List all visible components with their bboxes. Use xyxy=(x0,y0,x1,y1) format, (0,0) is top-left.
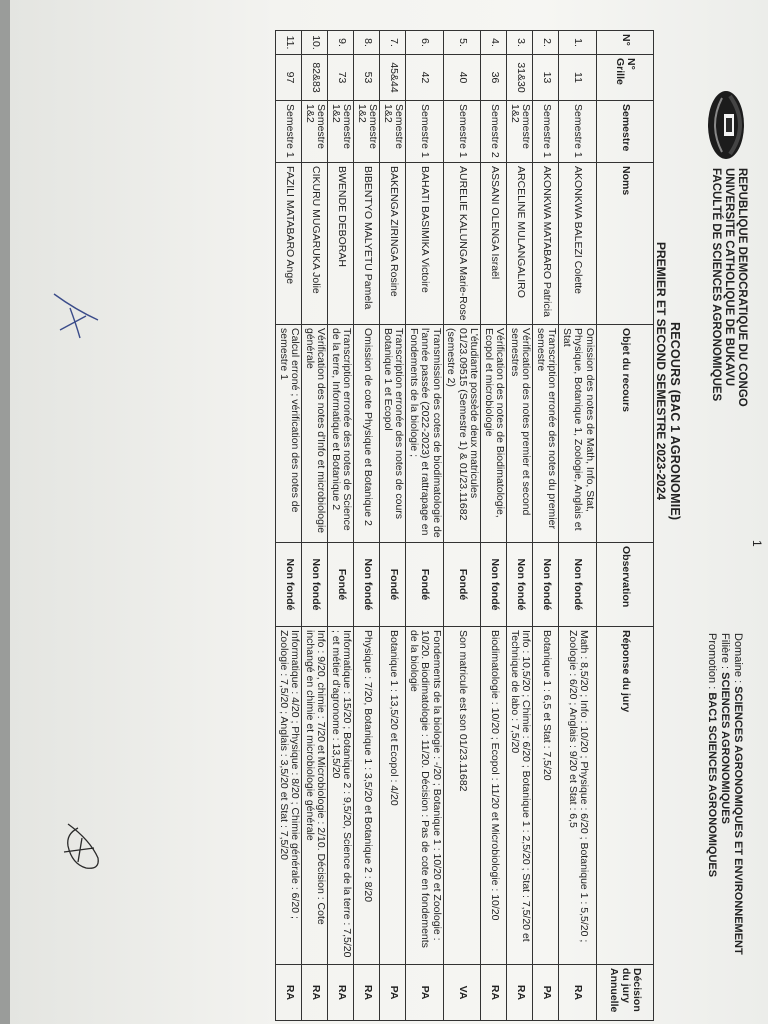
jury-decision: PA xyxy=(380,965,406,1021)
student-name: BAHATI BASIMIKA Victoire xyxy=(406,163,444,325)
jury-decision: RA xyxy=(354,965,380,1021)
semestre-cell: Semestre 1&2 xyxy=(380,101,406,163)
appeal-subject: Vérification des notes de Biodimatologie, Ecopol et microbiologie xyxy=(481,325,507,543)
appeal-subject: Calcul erroné ; vérification des notes de semestre 1 xyxy=(276,325,302,543)
semestre-cell: Semestre 1&2 xyxy=(507,101,533,163)
grille-number: 31&30 xyxy=(507,55,533,101)
row-number: 7. xyxy=(380,31,406,55)
semestre-cell: Semestre 1 xyxy=(559,101,597,163)
appeals-table xyxy=(276,30,655,1021)
semestre-cell: Semestre 1 xyxy=(276,101,302,163)
student-name: AKONKWA MATABARO Patricia xyxy=(533,163,559,325)
domaine-value: SCIENCES AGRONOMIQUES ET ENVIRONNEMENT xyxy=(732,686,744,955)
observation-cell: Non fondé xyxy=(481,543,507,627)
grille-number: 42 xyxy=(406,55,444,101)
table-header-row xyxy=(597,31,654,1021)
grille-number: 97 xyxy=(276,55,302,101)
grille-number: 36 xyxy=(481,55,507,101)
university-logo xyxy=(704,88,754,162)
student-name: AURELIE KALUNGA Marie-Rose xyxy=(444,163,482,325)
header-line-2: UNIVERSITE CATHOLIQUE DE BUKAVU xyxy=(723,168,735,387)
appeal-subject: Vérification des notes d'Info et microbiologie générale xyxy=(302,325,328,543)
table-row xyxy=(559,31,597,1021)
row-number: 3. xyxy=(507,31,533,55)
appeal-subject: L'étudiante possède deux matricules 01/23.09515 (Semestre 1) & 01/23.11682 (semestre 2) xyxy=(444,325,482,543)
promotion-value: BAC1 SCIENCES AGRONOMIQUES xyxy=(706,692,718,878)
student-name: BIBENTYO MALYETU Pamela xyxy=(354,163,380,325)
appeal-subject: Transcription erronée des notes de Science de la terre, Informatique et Botanique 2 xyxy=(328,325,354,543)
student-name: ARCELINE MULANGALIRO xyxy=(507,163,533,325)
grille-number: 11 xyxy=(559,55,597,101)
header-line-1: REPUBLIQUE DEMOCRATIQUE DU CONGO xyxy=(736,168,748,407)
jury-response: Son matricule est son 01/23.11682 xyxy=(444,627,482,965)
jury-decision: RA xyxy=(302,965,328,1021)
jury-response: Informatique : 15/20 ; Botanique 2 : 9,5/20, Science de la terre : 7,5/20 ; et métier d'agronome : 13,5/20 xyxy=(328,627,354,965)
table-row xyxy=(380,31,406,1021)
jury-response: Info : 9/20, chimie : 7/20 et Microbiologie : 2/10. Décision : Cote inchangé en chimie et microbiologie générale xyxy=(302,627,328,965)
observation-cell: Non fondé xyxy=(559,543,597,627)
jury-response: Botanique 1 : 13,5/20 et Ecopol : 4/20 xyxy=(380,627,406,965)
row-number: 5. xyxy=(444,31,482,55)
document-subtitle: PREMIER ET SECOND SEMESTRE 2023-2024 xyxy=(654,242,668,501)
jury-decision: VA xyxy=(444,965,482,1021)
row-number: 4. xyxy=(481,31,507,55)
jury-response: Math : 8,5/20 ; Info : 10/20 ; Physique : 6/20 ; Botanique 1 : 5,5/20 ; Zoologie : 6/20 ; Anglais : 9/20 et Stat : 6,5 xyxy=(559,627,597,965)
table-row xyxy=(354,31,380,1021)
document-title: RECOURS (BAC 1 AGRONOMIE) xyxy=(668,322,682,521)
col-header-observation: Observation xyxy=(597,543,654,627)
col-header-reponse: Réponse du jury xyxy=(597,627,654,965)
domaine-label: Domaine : xyxy=(732,633,744,687)
observation-cell: Fondé xyxy=(328,543,354,627)
institution-header xyxy=(709,168,748,407)
semestre-cell: Semestre 1&2 xyxy=(302,101,328,163)
appeal-subject: Omission des notes de Math, Info, Stat, Physique, Botanique 1, Zoologie, Anglais et Stat xyxy=(559,325,597,543)
observation-cell: Non fondé xyxy=(276,543,302,627)
student-name: BWENDE DEBORAH xyxy=(328,163,354,325)
promotion-label: Promotion : xyxy=(706,633,718,693)
row-number: 11. xyxy=(276,31,302,55)
table-row xyxy=(406,31,444,1021)
jury-decision: RA xyxy=(328,965,354,1021)
jury-response: Info : 10,5/20 ; Chimie : 6/20 ; Botanique 1 : 2,5/20 ; Stat : 7,5/20 et Technique de labo : 7,5/20 xyxy=(507,627,533,965)
row-number: 8. xyxy=(354,31,380,55)
appeal-subject: Omission de cote Physique et Botanique 2 xyxy=(354,325,380,543)
col-header-decision: Décision du jury Annuelle xyxy=(597,965,654,1021)
handwritten-signature xyxy=(46,290,106,342)
row-number: 9. xyxy=(328,31,354,55)
row-number: 2. xyxy=(533,31,559,55)
jury-response: Biodimatologie : 10/20 ; Ecopol : 11/20 et Microbiologie : 10/20 xyxy=(481,627,507,965)
rotated-sheet xyxy=(10,0,768,1024)
row-number: 1. xyxy=(559,31,597,55)
observation-cell: Fondé xyxy=(406,543,444,627)
jury-response: Fondements de la biologie : -/20 ; Botanique 1 : 10/20 et Zoologie : 10/20. Biodimatologie : 11/20. Décision : Pas de cote en fondements de la biologie xyxy=(406,627,444,965)
jury-decision: RA xyxy=(507,965,533,1021)
table-row xyxy=(533,31,559,1021)
table-row xyxy=(507,31,533,1021)
table-row xyxy=(444,31,482,1021)
col-header-noms: Noms xyxy=(597,163,654,325)
semestre-cell: Semestre 1 xyxy=(444,101,482,163)
jury-decision: RA xyxy=(559,965,597,1021)
observation-cell: Non fondé xyxy=(354,543,380,627)
appeal-subject: Transmission des cotes de biodimatologie de l'année passée (2022-2023) et rattrapage en Fondements de la biologie ; xyxy=(406,325,444,543)
semestre-cell: Semestre 1&2 xyxy=(328,101,354,163)
jury-response: Informatique : 4/20 ; Physique : 8/20 ; Chimie générale : 6/20 ; Zoologie : 7,5/20 ; Anglais : 3,5/20 et Stat : 7,5/20 xyxy=(276,627,302,965)
col-header-number: N° xyxy=(597,31,654,55)
col-header-objet: Objet du recours xyxy=(597,325,654,543)
jury-response: Physique : 7/20, Botanique 1 : 3,5/20 et Botanique 2 : 8/20 xyxy=(354,627,380,965)
observation-cell: Fondé xyxy=(380,543,406,627)
grille-number: 45&44 xyxy=(380,55,406,101)
jury-decision: PA xyxy=(406,965,444,1021)
semestre-cell: Semestre 1 xyxy=(406,101,444,163)
program-metadata xyxy=(705,633,744,955)
table-row xyxy=(481,31,507,1021)
filiere-label: Filière : xyxy=(719,633,731,673)
semestre-cell: Semestre 1 xyxy=(533,101,559,163)
appeal-subject: Transcription erronée des notes du premier semestre xyxy=(533,325,559,543)
jury-decision: PA xyxy=(533,965,559,1021)
table-row xyxy=(302,31,328,1021)
row-number: 10. xyxy=(302,31,328,55)
handwritten-signature-2 xyxy=(58,818,108,878)
observation-cell: Non fondé xyxy=(533,543,559,627)
grille-number: 82&83 xyxy=(302,55,328,101)
appeal-subject: Vérification des notes premier et second semestres xyxy=(507,325,533,543)
col-header-semestre: Semestre xyxy=(597,101,654,163)
observation-cell: Non fondé xyxy=(507,543,533,627)
grille-number: 40 xyxy=(444,55,482,101)
table-row xyxy=(328,31,354,1021)
student-name: ASSANI OLENGA Israël xyxy=(481,163,507,325)
student-name: AKONKWA BALEZI Colette xyxy=(559,163,597,325)
document-page xyxy=(10,0,768,1024)
semestre-cell: Semestre 2 xyxy=(481,101,507,163)
observation-cell: Fondé xyxy=(444,543,482,627)
observation-cell: Non fondé xyxy=(302,543,328,627)
jury-response: Botanique 1 : 6,5 et Stat : 7,5/20 xyxy=(533,627,559,965)
col-header-grille: N° Grille xyxy=(597,55,654,101)
student-name: CIKURU MUGARUKA Jolie xyxy=(302,163,328,325)
appeal-subject: Transcription erronée des notes de cours Botanique 1 et Ecopol xyxy=(380,325,406,543)
semestre-cell: Semestre 1&2 xyxy=(354,101,380,163)
grille-number: 13 xyxy=(533,55,559,101)
student-name: FAZILI MATABARO Ange xyxy=(276,163,302,325)
table-row xyxy=(276,31,302,1021)
header-line-3: FACULTÉ DE SCIENCES AGRONOMIQUES xyxy=(710,168,722,402)
grille-number: 73 xyxy=(328,55,354,101)
student-name: BAKENGA ZIRINGA Rosine xyxy=(380,163,406,325)
grille-number: 53 xyxy=(354,55,380,101)
filiere-value: SCIENCES AGRONOMIQUES xyxy=(719,672,731,824)
jury-decision: RA xyxy=(276,965,302,1021)
jury-decision: RA xyxy=(481,965,507,1021)
row-number: 6. xyxy=(406,31,444,55)
page-number: 1 xyxy=(750,540,764,547)
